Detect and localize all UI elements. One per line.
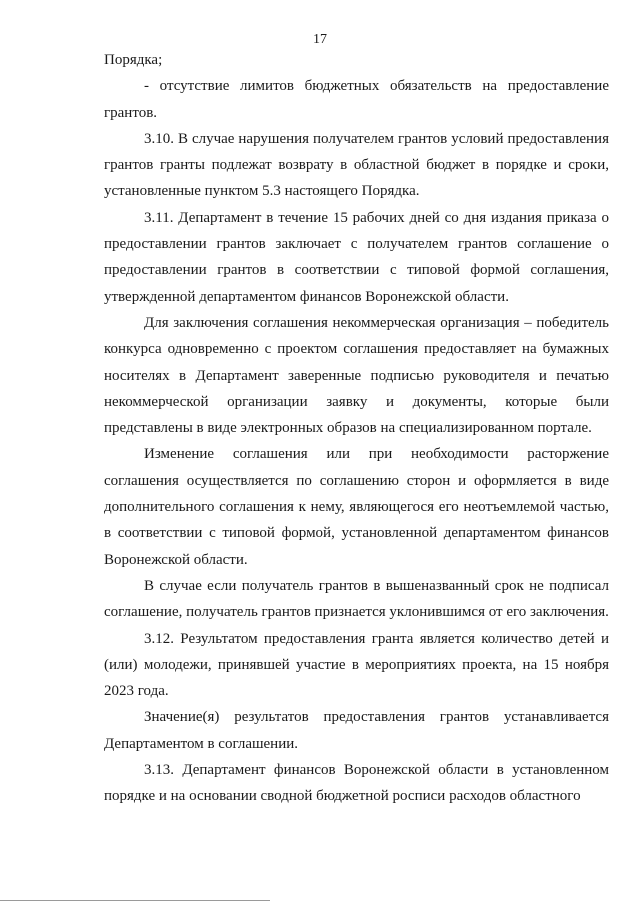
page-number: 17 <box>313 32 327 47</box>
paragraph: Порядка; <box>104 52 163 68</box>
paragraph: - отсутствие лимитов бюджетных обязательств на предоставление грантов. <box>104 78 609 121</box>
paragraph: 3.12. Результатом предоставления гранта является количество детей и (или) молодежи, принявшей участие в мероприятиях проекта, на 15 ноября 2023 года. <box>104 630 609 700</box>
document-body <box>104 47 609 810</box>
paragraph: 3.13. Департамент финансов Воронежской области в установленном порядке и на основании сводной бюджетной росписи расходов областного <box>104 762 609 805</box>
paragraph: Изменение соглашения или при необходимости расторжение соглашения осуществляется по соглашению сторон и оформляется в виде дополнительного соглашения к нему, являющегося его неотъемлемой частью, в соответствии с типовой формой, установленной департаментом финансов Воронежской области. <box>104 446 609 568</box>
paragraph: В случае если получатель грантов в вышеназванный срок не подписал соглашение, получатель грантов признается уклонившимся от его заключения. <box>104 577 609 621</box>
paragraph: Для заключения соглашения некоммерческая организация – победитель конкурса одновременно с проектом соглашения предоставляет на бумажных носителях в Департамент заверенные подписью руководителя и печатью некоммерческой организации заявку и документы, которые были представлены в виде электронных образов на специализированном портале. <box>104 314 609 437</box>
paragraph: Значение(я) результатов предоставления грантов устанавливается Департаментом в соглашении. <box>104 709 609 752</box>
paragraph: 3.10. В случае нарушения получателем грантов условий предоставления грантов гранты подлежат возврату в областной бюджет в порядке и сроки, установленные пунктом 5.3 настоящего Порядка. <box>104 130 609 200</box>
bottom-divider <box>0 900 270 901</box>
paragraph: 3.11. Департамент в течение 15 рабочих дней со дня издания приказа о предоставлении грантов заключает с получателем грантов соглашение о предоставлении грантов в соответствии с типовой формой соглашения, утвержденной департаментом финансов Воронежской области. <box>104 209 609 305</box>
